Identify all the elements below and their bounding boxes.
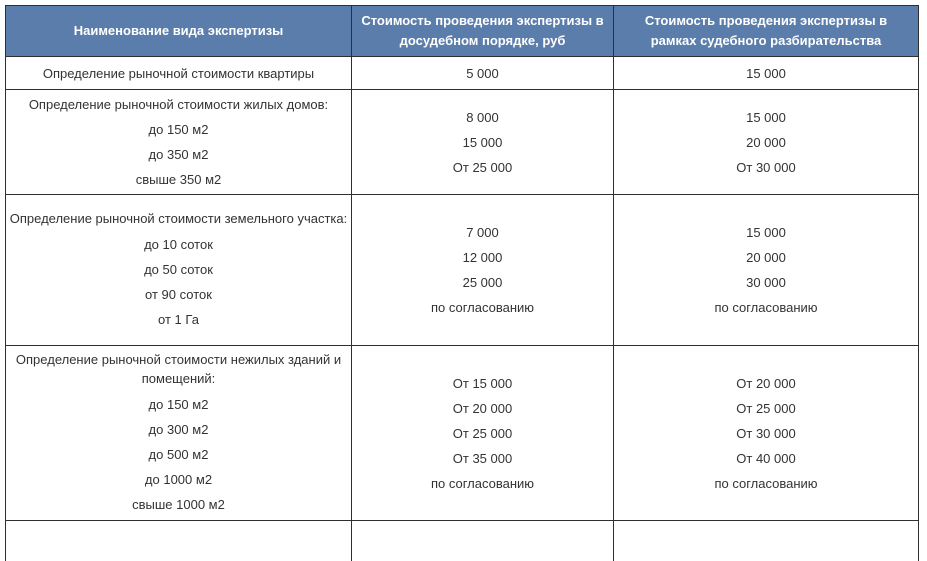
court-price: по согласованию [616, 295, 916, 320]
court-price: 15 000 [616, 61, 916, 86]
court-price: От 30 000 [616, 155, 916, 180]
table-row [6, 57, 919, 90]
table-row [6, 346, 919, 521]
court-price-cell [614, 90, 919, 195]
table-header-row [6, 6, 919, 57]
header-court-cost: Стоимость проведения экспертизы в рамках судебного разбирательства [614, 6, 919, 57]
size-tier: от 90 соток [8, 282, 349, 307]
size-tier: до 350 м2 [8, 142, 349, 167]
size-tier: до 150 м2 [8, 117, 349, 142]
court-price-cell [614, 195, 919, 346]
court-price: 30 000 [616, 270, 916, 295]
expertise-name-cell [6, 90, 352, 195]
expertise-name: Определение рыночной стоимости нежилых зданий и помещений: [8, 350, 349, 388]
court-price: 15 000 [616, 220, 916, 245]
expertise-name: Определение рыночной стоимости жилых домов: [8, 92, 349, 117]
pretrial-price: От 25 000 [354, 421, 611, 446]
pretrial-price: От 25 000 [354, 155, 611, 180]
size-tier: до 300 м2 [8, 417, 349, 442]
pretrial-price: 12 000 [354, 245, 611, 270]
size-tier: свыше 1000 м2 [8, 492, 349, 517]
table-row [6, 195, 919, 346]
header-expertise-type: Наименование вида экспертизы [6, 6, 352, 57]
pretrial-price-cell [352, 57, 614, 90]
court-price: 15 000 [616, 105, 916, 130]
court-price: От 20 000 [616, 371, 916, 396]
pretrial-price: От 20 000 [354, 396, 611, 421]
expertise-name-cell [6, 195, 352, 346]
court-price: 20 000 [616, 245, 916, 270]
size-tier: до 10 соток [8, 232, 349, 257]
header-pretrial-cost: Стоимость проведения экспертизы в досудебном порядке, руб [352, 6, 614, 57]
pretrial-price: по согласованию [354, 295, 611, 320]
pretrial-price-cell [352, 195, 614, 346]
court-price: От 30 000 [616, 421, 916, 446]
pretrial-price: От 15 000 [354, 371, 611, 396]
expertise-name: Определение рыночной стоимости квартиры [8, 61, 349, 86]
pretrial-price-cell [352, 346, 614, 521]
court-price: по согласованию [616, 471, 916, 496]
table-row [6, 90, 919, 195]
size-tier: от 1 Га [8, 307, 349, 332]
expertise-name: Определение рыночной стоимости земельного участка: [8, 209, 349, 228]
size-tier: до 1000 м2 [8, 467, 349, 492]
pretrial-price: 25 000 [354, 270, 611, 295]
size-tier: до 50 соток [8, 257, 349, 282]
court-price: От 40 000 [616, 446, 916, 471]
pretrial-price: 7 000 [354, 220, 611, 245]
size-tier: до 150 м2 [8, 392, 349, 417]
pretrial-price-cell [352, 90, 614, 195]
pretrial-price: 15 000 [354, 130, 611, 155]
expertise-name-cell [6, 346, 352, 521]
pricing-table [5, 5, 919, 561]
pretrial-price: по согласованию [354, 471, 611, 496]
court-price-cell [614, 346, 919, 521]
pretrial-price: 5 000 [354, 61, 611, 86]
size-tier: до 500 м2 [8, 442, 349, 467]
size-tier: свыше 350 м2 [8, 167, 349, 192]
pretrial-price: 8 000 [354, 105, 611, 130]
court-price: От 25 000 [616, 396, 916, 421]
court-price: 20 000 [616, 130, 916, 155]
expertise-name-cell [6, 57, 352, 90]
court-price-cell [614, 57, 919, 90]
pretrial-price: От 35 000 [354, 446, 611, 471]
